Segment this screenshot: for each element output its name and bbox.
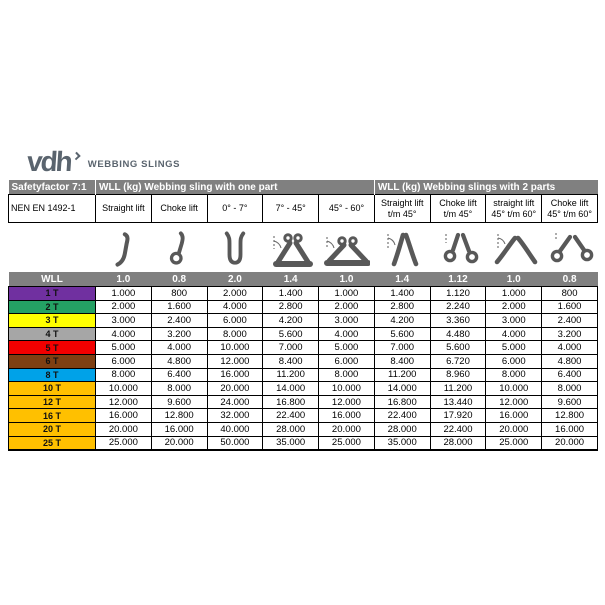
cell-value: 2.800 [374,300,430,314]
cell-value: 16.000 [151,422,207,436]
cell-value: 20.000 [319,422,375,436]
col-header-choke-tm45: Choke lift t/m 45° [430,195,486,223]
cell-value: 12.800 [542,409,598,423]
row-label: 25 T [9,436,96,450]
cell-value: 32.000 [207,409,263,423]
col-header-straight-45-60: straight lift 45° t/m 60° [486,195,542,223]
cell-value: 8.400 [374,354,430,368]
cell-value: 16.000 [319,409,375,423]
cell-value: 2.000 [486,300,542,314]
cell-value: 24.000 [207,395,263,409]
cell-value: 8.400 [263,354,319,368]
cell-value: 6.400 [151,368,207,382]
cell-value: 1.600 [151,300,207,314]
cell-value: 16.000 [207,368,263,382]
factor-value: 0.8 [151,272,207,287]
cell-value: 2.000 [207,287,263,301]
cell-value: 8.000 [96,368,152,382]
cell-value: 4.000 [151,341,207,355]
cell-value: 7.000 [263,341,319,355]
row-label: 1 T [9,287,96,301]
cell-value: 4.000 [207,300,263,314]
cell-value: 50.000 [207,436,263,450]
table-row [9,300,598,314]
table-body [9,287,598,451]
col-header-7-45: 7° - 45° [263,195,319,223]
row-label: 2 T [9,300,96,314]
cell-value: 5.000 [319,341,375,355]
cell-value: 12.000 [486,395,542,409]
cell-value: 28.000 [430,436,486,450]
cell-value: 14.000 [263,382,319,396]
cell-value: 5.600 [430,341,486,355]
cell-value: 9.600 [151,395,207,409]
cell-value: 1.400 [263,287,319,301]
cell-value: 1.120 [430,287,486,301]
cell-value: 8.000 [319,368,375,382]
cell-value: 25.000 [96,436,152,450]
cell-value: 4.000 [319,327,375,341]
cell-value: 12.000 [96,395,152,409]
two-leg-straight-45-icon [374,223,430,273]
vdh-logo-icon: vdh [26,148,80,176]
col-header-straight-tm45: Straight lift t/m 45° [374,195,430,223]
cell-value: 3.200 [151,327,207,341]
cell-value: 16.000 [486,409,542,423]
cell-value: 16.800 [374,395,430,409]
cell-value: 25.000 [486,436,542,450]
table-row [9,314,598,328]
cell-value: 22.400 [374,409,430,423]
two-leg-choke-60-icon [542,223,598,273]
cell-value: 4.480 [430,327,486,341]
cell-value: 6.000 [207,314,263,328]
cell-value: 3.360 [430,314,486,328]
table-row [9,395,598,409]
table-row [9,354,598,368]
two-leg-choke-45-icon [430,223,486,273]
cell-value: 800 [542,287,598,301]
cell-value: 8.000 [486,368,542,382]
cell-value: 22.400 [263,409,319,423]
cell-value: 20.000 [542,436,598,450]
cell-value: 12.000 [207,354,263,368]
cell-value: 6.720 [430,354,486,368]
col-header-straight-lift: Straight lift [96,195,152,223]
cell-value: 10.000 [486,382,542,396]
table-row [9,436,598,450]
col-header-45-60: 45° - 60° [319,195,375,223]
factor-value: 1.0 [96,272,152,287]
cell-value: 2.000 [319,300,375,314]
cell-value: 20.000 [151,436,207,450]
cell-value: 35.000 [374,436,430,450]
table-row [9,368,598,382]
brand-logo [27,148,180,176]
sling-icons-row [9,223,598,273]
icons-empty-cell [9,223,96,273]
cell-value: 17.920 [430,409,486,423]
cell-value: 2.400 [151,314,207,328]
cell-value: 6.000 [96,354,152,368]
row-label: 6 T [9,354,96,368]
cell-value: 12.000 [319,395,375,409]
row-label: 4 T [9,327,96,341]
factor-value: 1.4 [263,272,319,287]
cell-value: 4.000 [542,341,598,355]
row-label: 10 T [9,382,96,396]
factor-value: 1.4 [374,272,430,287]
cell-value: 16.000 [96,409,152,423]
cell-value: 11.200 [263,368,319,382]
cell-value: 9.600 [542,395,598,409]
row-label: 12 T [9,395,96,409]
band-safetyfactor: Safetyfactor 7:1 [9,180,96,195]
two-leg-straight-60-icon [486,223,542,273]
cell-value: 3.200 [542,327,598,341]
straight-lift-sling-icon [96,223,152,273]
cell-value: 25.000 [319,436,375,450]
wll-table [8,180,598,451]
cell-value: 22.400 [430,422,486,436]
section-band [9,180,598,195]
table-row [9,422,598,436]
basket-0-7-icon [207,223,263,273]
cell-value: 11.200 [430,382,486,396]
cell-value: 4.200 [374,314,430,328]
cell-value: 5.000 [96,341,152,355]
row-label: 8 T [9,368,96,382]
norm-label: NEN EN 1492-1 [9,195,96,223]
cell-value: 4.800 [151,354,207,368]
cell-value: 2.000 [96,300,152,314]
row-label: 5 T [9,341,96,355]
cell-value: 7.000 [374,341,430,355]
cell-value: 3.000 [96,314,152,328]
brand-tagline: WEBBING SLINGS [87,158,181,170]
cell-value: 13.440 [430,395,486,409]
cell-value: 16.000 [542,422,598,436]
cell-value: 8.000 [207,327,263,341]
col-header-choke-lift: Choke lift [151,195,207,223]
cell-value: 2.240 [430,300,486,314]
cell-value: 5.600 [374,327,430,341]
cell-value: 28.000 [374,422,430,436]
basket-7-45-icon [263,223,319,273]
wll-label: WLL [9,272,96,287]
cell-value: 1.000 [319,287,375,301]
cell-value: 16.800 [263,395,319,409]
cell-value: 5.000 [486,341,542,355]
row-label: 16 T [9,409,96,423]
factor-value: 2.0 [207,272,263,287]
cell-value: 40.000 [207,422,263,436]
cell-value: 2.400 [542,314,598,328]
cell-value: 28.000 [263,422,319,436]
cell-value: 8.000 [542,382,598,396]
cell-value: 8.000 [151,382,207,396]
choke-lift-sling-icon [151,223,207,273]
table-row [9,382,598,396]
cell-value: 4.800 [542,354,598,368]
band-one-part: WLL (kg) Webbing sling with one part [96,180,375,195]
col-header-choke-45-60: Choke lift 45° t/m 60° [542,195,598,223]
cell-value: 14.000 [374,382,430,396]
cell-value: 10.000 [96,382,152,396]
cell-value: 3.000 [319,314,375,328]
table-row [9,341,598,355]
cell-value: 8.960 [430,368,486,382]
col-header-0-7: 0° - 7° [207,195,263,223]
cell-value: 1.000 [96,287,152,301]
cell-value: 2.800 [263,300,319,314]
cell-value: 4.200 [263,314,319,328]
cell-value: 10.000 [207,341,263,355]
cell-value: 35.000 [263,436,319,450]
cell-value: 1.400 [374,287,430,301]
table-row [9,409,598,423]
row-label: 20 T [9,422,96,436]
cell-value: 4.000 [96,327,152,341]
cell-value: 1.000 [486,287,542,301]
cell-value: 800 [151,287,207,301]
cell-value: 6.400 [542,368,598,382]
cell-value: 10.000 [319,382,375,396]
cell-value: 5.600 [263,327,319,341]
table-row [9,287,598,301]
factor-value: 1.0 [319,272,375,287]
factor-value: 1.0 [486,272,542,287]
cell-value: 6.000 [486,354,542,368]
cell-value: 20.000 [207,382,263,396]
factor-value: 1.12 [430,272,486,287]
band-two-parts: WLL (kg) Webbing slings with 2 parts [374,180,597,195]
cell-value: 6.000 [319,354,375,368]
cell-value: 12.800 [151,409,207,423]
row-label: 3 T [9,314,96,328]
cell-value: 11.200 [374,368,430,382]
table-row [9,327,598,341]
cell-value: 1.600 [542,300,598,314]
cell-value: 4.000 [486,327,542,341]
column-header-row [9,195,598,223]
cell-value: 3.000 [486,314,542,328]
cell-value: 20.000 [486,422,542,436]
cell-value: 20.000 [96,422,152,436]
factor-value: 0.8 [542,272,598,287]
wll-factor-row [9,272,598,287]
basket-45-60-icon [319,223,375,273]
